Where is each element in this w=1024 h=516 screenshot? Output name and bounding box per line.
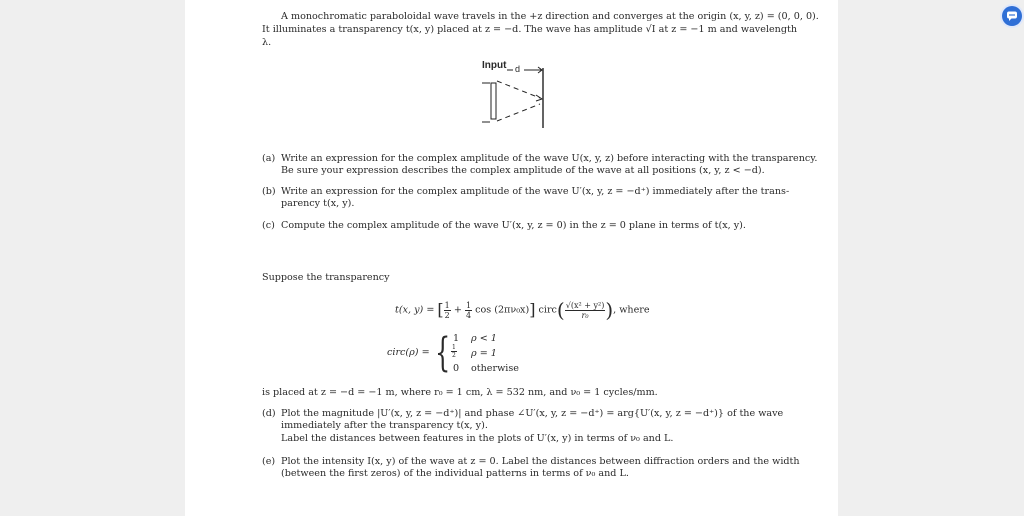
part-a-label: (a) <box>262 153 276 164</box>
part-d-line-3: Label the distances between features in the plots of U′(x, y) in terms of ν₀ and L. <box>281 433 674 444</box>
part-b-line-1: Write an expression for the complex amplitude of the wave U′(x, y, z = −d⁺) immediately after the trans- <box>281 186 790 197</box>
part-e-label: (e) <box>262 456 276 467</box>
part-a-line-1: Write an expression for the complex amplitude of the wave U(x, y, z) before interacting with the transparency. <box>281 153 818 164</box>
transparency-equation: t(x, y) = [ $\frac{1}{2}$ + $\frac{1}{4}$ cos (2πν₀x)] circ( $\frac{\text{√(x² + y²)}}{\text{r₀}}$ ), where <box>395 298 650 322</box>
case-2-value: $\frac{1}{2}$ <box>452 344 456 359</box>
case-1-value: 1 <box>453 333 460 344</box>
suppose-text: Suppose the transparency <box>262 272 390 283</box>
setup-diagram <box>476 56 556 132</box>
chat-icon <box>1006 10 1018 22</box>
eq1-lhs: t(x, y) = <box>395 304 435 316</box>
part-d-line-2: immediately after the transparency t(x, y). <box>281 420 488 431</box>
case-1-condition: ρ < 1 <box>471 333 497 344</box>
assistant-badge[interactable] <box>1002 6 1022 26</box>
plus-sign: + <box>453 304 462 316</box>
fraction-half: $\frac{1}{2}$ <box>444 300 450 320</box>
where-text: , where <box>613 304 650 316</box>
intro-line-3: λ. <box>262 37 272 48</box>
circ-argument: $\frac{\text{√(x² + y²)}}{\text{r₀}}$ <box>565 300 605 320</box>
part-c-label: (c) <box>262 220 275 231</box>
part-b-line-2: parency t(x, y). <box>281 198 355 209</box>
intro-line-1: A monochromatic paraboloidal wave travels in the +z direction and converges at the origin (x, y, z) = (0, 0, 0). <box>281 11 819 22</box>
cases-brace: { <box>435 330 451 376</box>
case-3-value: 0 <box>453 363 460 374</box>
part-c-line-1: Compute the complex amplitude of the wave U′(x, y, z = 0) in the z = 0 plane in terms of t(x, y). <box>281 220 746 231</box>
part-a-line-2: Be sure your expression describes the complex amplitude of the wave at all positions (x, y, z < −d). <box>281 165 765 176</box>
intro-line-2: It illuminates a transparency t(x, y) placed at z = −d. The wave has amplitude √I at z = −1 m and wavelength <box>262 24 797 35</box>
left-bracket: [ <box>437 300 444 319</box>
part-e-line-1: Plot the intensity I(x, y) of the wave at z = 0. Label the distances between diffraction orders and the width <box>281 456 800 467</box>
circ-definition <box>387 331 527 377</box>
fraction-quarter: $\frac{1}{4}$ <box>465 300 472 320</box>
distance-d-label: d <box>515 64 521 74</box>
eq2-lhs: circ(ρ) = <box>387 347 430 358</box>
right-bracket: ] <box>529 300 536 319</box>
input-label: Input <box>482 60 507 71</box>
part-d-label: (d) <box>262 408 276 419</box>
optical-diagram <box>476 56 556 132</box>
cos-term: cos (2πν₀x) <box>475 304 530 316</box>
part-b-label: (b) <box>262 186 276 197</box>
case-3-condition: otherwise <box>471 363 519 374</box>
part-e-line-2: (between the first zeros) of the individual patterns in terms of ν₀ and L. <box>281 468 629 479</box>
circ-function: circ <box>538 304 557 316</box>
case-2-condition: ρ = 1 <box>471 348 497 359</box>
placed-at-text: is placed at z = −d = −1 m, where r₀ = 1 cm, λ = 532 nm, and ν₀ = 1 cycles/mm. <box>262 387 658 398</box>
part-d-line-1: Plot the magnitude |U′(x, y, z = −d⁺)| and phase ∠U′(x, y, z = −d⁺) = arg{U′(x, y, z = −d⁺)} of the wave <box>281 408 784 419</box>
